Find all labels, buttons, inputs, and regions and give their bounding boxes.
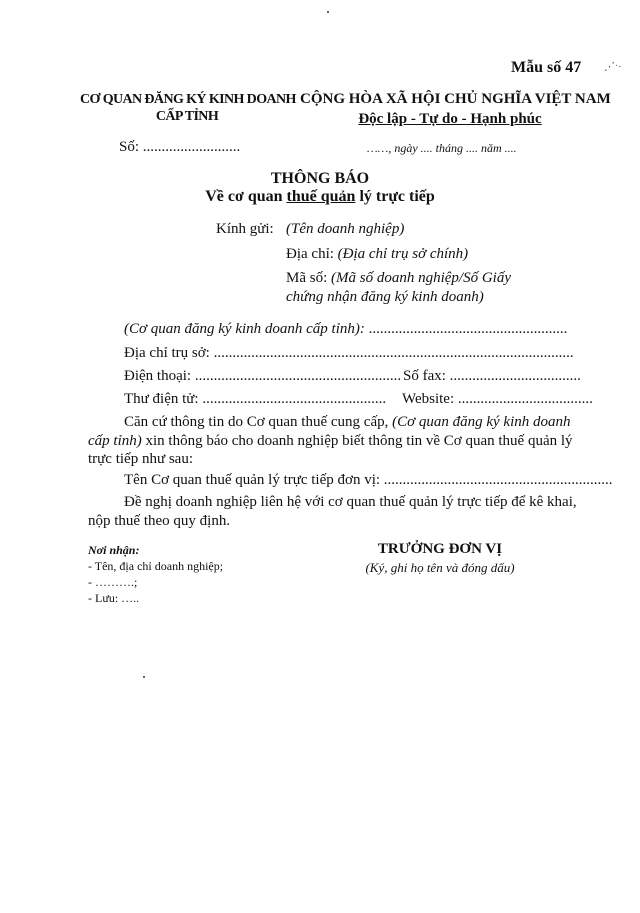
recipient-code: Mã số: (Mã số doanh nghiệp/Số Giấy <box>286 270 511 286</box>
website-dots: .................................... <box>457 391 593 407</box>
office-address-dots: ................................................................................................ <box>213 345 574 361</box>
scan-mark: ⋰ˑ· <box>604 61 622 73</box>
country-name: CỘNG HÒA XÃ HỘI CHỦ NGHĨA VIỆT NAM <box>300 91 611 107</box>
agency-name: CƠ QUAN ĐĂNG KÝ KINH DOANH <box>80 92 296 107</box>
signer-title: TRƯỞNG ĐƠN VỊ <box>377 541 503 557</box>
recipients-title: Nơi nhận: <box>88 543 140 557</box>
phone-field: Điện thoại: ....................................................... <box>124 368 402 384</box>
recipient-label: Kính gửi: <box>216 221 274 237</box>
body-paragraph-1-line-3: trực tiếp như sau: <box>88 451 193 467</box>
subtitle-underlined: thuế quản <box>286 188 356 205</box>
tax-agency-dots: ............................................................. <box>383 472 613 488</box>
form-number: Mẫu số 47 <box>511 59 582 76</box>
recipient-item: - ……….; <box>88 575 138 589</box>
recipient-code-cont: chứng nhận đăng ký kinh doanh) <box>286 289 484 305</box>
scan-speck <box>143 676 145 678</box>
recipient-name: (Tên doanh nghiệp) <box>286 221 405 237</box>
recipient-item: - Tên, địa chỉ doanh nghiệp; <box>88 559 224 573</box>
national-motto: Độc lập - Tự do - Hạnh phúc <box>358 111 542 127</box>
body-paragraph-1-line-1: Căn cứ thông tin do Cơ quan thuế cung cấp, (Cơ quan đăng ký kinh doanh <box>124 414 571 430</box>
phone-dots: ....................................................... <box>194 368 402 384</box>
body-paragraph-1-line-2: cấp tỉnh) xin thông báo cho doanh nghiệp biết thông tin về Cơ quan thuế quản lý <box>88 433 573 449</box>
agency-field-dots: ..................................................... <box>368 321 568 337</box>
email-dots: ................................................. <box>202 391 387 407</box>
signer-note: (Ký, ghi họ tên và đóng dấu) <box>365 560 515 575</box>
document-title: THÔNG BÁO <box>270 170 370 187</box>
fax-dots: ................................... <box>449 368 581 384</box>
document-date: ……, ngày .... tháng .... năm .... <box>367 141 517 155</box>
agency-field: (Cơ quan đăng ký kinh doanh cấp tỉnh): ..................................................... <box>124 321 568 337</box>
agency-header <box>80 91 294 125</box>
body-paragraph-3-line-2: nộp thuế theo quy định. <box>88 513 231 529</box>
scan-speck <box>327 11 329 13</box>
tax-agency-field: Tên Cơ quan thuế quản lý trực tiếp đơn vị: ............................................................. <box>124 472 613 488</box>
recipient-address: Địa chỉ: (Địa chỉ trụ sở chính) <box>286 246 469 262</box>
recipient-item: - Lưu: ….. <box>88 591 140 605</box>
document-number: Số: .......................... <box>119 139 241 155</box>
document-subtitle: Về cơ quan thuế quản lý trực tiếp <box>205 188 435 205</box>
body-paragraph-3-line-1: Đề nghị doanh nghiệp liên hệ với cơ quan thuế quản lý trực tiếp để kê khai, <box>124 494 577 510</box>
email-field: Thư điện tử: ................................................. <box>124 391 387 407</box>
agency-level: CẤP TỈNH <box>155 109 219 124</box>
office-address-field: Địa chỉ trụ sở: ................................................................................................ <box>124 345 574 361</box>
national-header <box>300 89 611 129</box>
fax-field: Số fax: ................................... <box>403 368 581 384</box>
website-field: Website: .................................... <box>402 391 593 407</box>
